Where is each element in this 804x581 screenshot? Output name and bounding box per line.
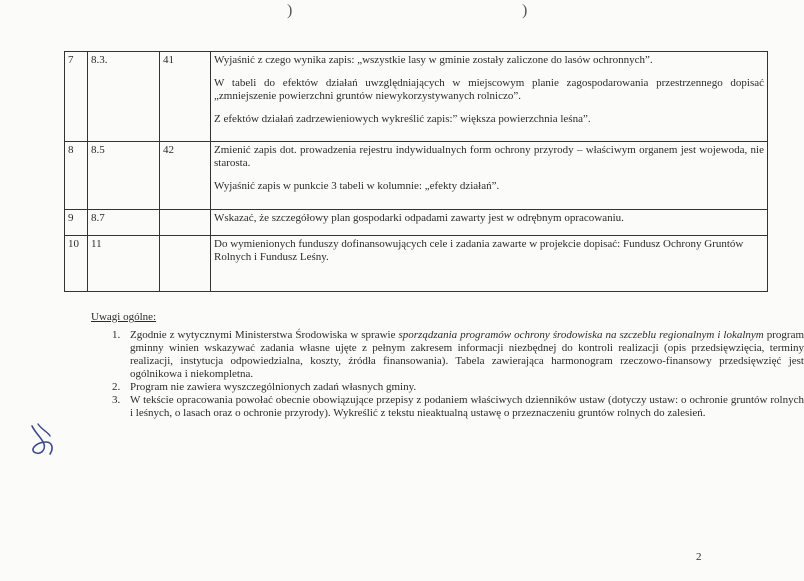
remark-paragraph: Wyjaśnić z czego wynika zapis: „wszystkie lasy w gminie zostały zaliczone do lasów ochronnych”. <box>214 54 653 66</box>
list-item-text: W tekście opracowania powołać obecnie obowiązujące przepisy z podaniem właściwych dzienników ustaw (dotyczy ustaw: o ochronie gruntów rolnych i leśnych, o lasach oraz o ochronie przyrody). Wykreślić z tekstu nieaktualną ustawę o przeznaczeniu gruntów rolnych do zalesień. <box>130 394 804 419</box>
list-item-number: 1. <box>112 329 121 341</box>
list-item-text: program gminny winien wskazywać zadania własne ujęte z pełnym zakresem informacji niezbędnej do kontroli realizacji (opis przedsięwzięcia, terminy realizacji, instytucja odpowiedzialna, koszty, źródła finansowania). Tabela zawierająca harmonogram rzeczowo-finansowy przedsięwzięć jest ogólnikowa i niekompletna. <box>130 329 804 380</box>
list-item-emphasis: sporządzania programów ochrony środowiska na szczeblu regionalnym i lokalnym <box>398 329 764 341</box>
row-section: 8.5 <box>88 142 160 210</box>
row-section: 11 <box>88 236 160 292</box>
remark-paragraph: Wyjaśnić zapis w punkcie 3 tabeli w kolumnie: „efekty działań”. <box>214 180 500 192</box>
row-page <box>160 236 211 292</box>
list-item-number: 3. <box>112 394 121 406</box>
row-number: 8 <box>65 142 88 210</box>
row-section: 8.7 <box>88 210 160 236</box>
row-remark <box>211 52 768 142</box>
table-row <box>65 236 768 292</box>
punch-hole-mark-right: ) <box>522 2 528 19</box>
row-number: 9 <box>65 210 88 236</box>
row-remark <box>211 236 768 292</box>
list-item <box>112 329 804 381</box>
list-item-text: Zgodnie z wytycznymi Ministerstwa Środowiska w sprawie <box>130 329 399 341</box>
remark-paragraph: W tabeli do efektów działań uwzględniających w miejscowym planie zagospodarowania przestrzennego dopisać „zmniejszenie powierzchni gruntów niewykorzystywanych rolniczo”. <box>214 77 764 102</box>
row-page: 41 <box>160 52 211 142</box>
page-number: 2 <box>696 551 702 563</box>
punch-hole-mark-left: ) <box>287 2 293 19</box>
row-section: 8.3. <box>88 52 160 142</box>
row-number: 7 <box>65 52 88 142</box>
remark-paragraph: Zmienić zapis dot. prowadzenia rejestru indywidualnych form ochrony przyrody – właściwym organem jest wojewoda, nie starosta. <box>214 144 764 169</box>
row-remark <box>211 142 768 210</box>
remark-paragraph: Wskazać, że szczegółowy plan gospodarki odpadami zawarty jest w odrębnym opracowaniu. <box>214 212 624 224</box>
row-remark <box>211 210 768 236</box>
list-item-text: Program nie zawiera wyszczególnionych zadań własnych gminy. <box>130 381 417 393</box>
remark-paragraph: Z efektów działań zadrzewieniowych wykreślić zapis:” większa powierzchnia leśna”. <box>214 113 591 125</box>
row-number: 10 <box>65 236 88 292</box>
table-row <box>65 142 768 210</box>
general-remarks-title: Uwagi ogólne: <box>91 311 157 323</box>
list-item <box>112 394 804 420</box>
table-row <box>65 52 768 142</box>
review-table <box>64 51 768 292</box>
table-row <box>65 210 768 236</box>
list-item <box>112 381 804 394</box>
row-page: 42 <box>160 142 211 210</box>
general-remarks-list <box>64 329 804 420</box>
list-item-number: 2. <box>112 381 121 393</box>
remark-paragraph: Do wymienionych funduszy dofinansowujących cele i zadania zawarte w projekcie dopisać: Fundusz Ochrony Gruntów Rolnych i Fundusz Leśny. <box>214 238 744 263</box>
row-page <box>160 210 211 236</box>
handwritten-initials <box>24 420 58 460</box>
